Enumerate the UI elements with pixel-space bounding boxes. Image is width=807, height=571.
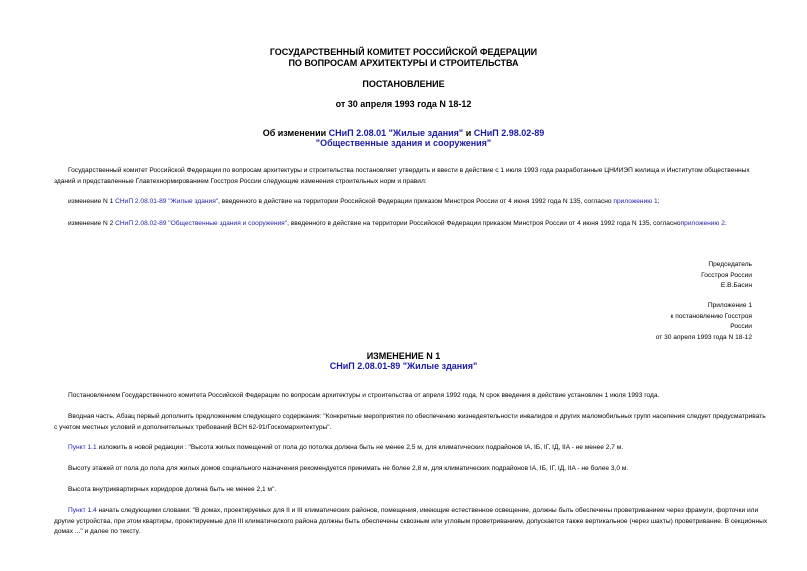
body-paragraph-1: Постановлением Государственного комитета Российской Федерации по вопросам архитектуры и строительства от апреля 1992 года, N срок введения в действие установлен 1 июля 1993 года. <box>68 392 660 399</box>
appendix-reference <box>656 301 752 343</box>
org-title-line1: ГОСУДАРСТВЕННЫЙ КОМИТЕТ РОССИЙСКОЙ ФЕДЕРАЦИИ <box>269 47 538 57</box>
subject-prefix: Об изменении <box>262 128 329 138</box>
signature-block <box>701 260 752 292</box>
appendix-ref-line2: к постановлению Госстроя <box>670 312 752 320</box>
appendix-ref-line3: России <box>730 323 752 330</box>
subject-line1 <box>0 128 807 138</box>
signature-org: Госстроя России <box>701 271 752 279</box>
change1-text: , введенного в действие на территории Российской Федерации приказом Минстроя России от 4 июня 1992 года N 135, согласно <box>218 198 614 205</box>
body-paragraph-4: Высоту этажей от пола до пола для жилых домов социального назначения рекомендуется принимать не более 2,8 м, для климатических подрайонов IA, IБ, IГ, IД, IIA - не более 3,0 м. <box>68 465 629 472</box>
change2-snip-link[interactable]: СНиП 2.08.02-89 "Общественные здания и сооружения" <box>115 220 288 227</box>
change1-paragraph <box>68 197 784 208</box>
snip-2-08-01-link[interactable]: СНиП 2.08.01 "Жилые здания" <box>328 128 464 138</box>
change1-snip-link[interactable]: СНиП 2.08.01-89 "Жилые здания" <box>115 198 219 205</box>
signature-name: Е.В.Басин <box>720 282 752 289</box>
body-paragraph-6 <box>54 506 770 538</box>
change2-prefix: изменение N 2 <box>68 220 116 227</box>
change-section-title: ИЗМЕНЕНИЕ N 1 <box>366 351 441 361</box>
body-paragraph-2: Вводная часть. Абзац первый дополнить предложением следующего содержания: "Конкретные мероприятия по обеспечению жизнедеятельности инвалидов и других маломобильных групп населения следует предусматривать с учетом местных условий и дополнительных требований ВСН 62-91/Госкомархитектуры". <box>54 413 766 431</box>
body-paragraph-3 <box>54 443 770 454</box>
change2-text: , введенного в действие на территории Российской Федерации приказом Минстроя России от 4 июня 1992 года N 135, согласно <box>287 220 681 227</box>
change1-prefix: изменение N 1 <box>68 198 116 205</box>
doc-date: от 30 апреля 1993 года N 18-12 <box>335 99 472 109</box>
body-paragraph-3-text: изложить в новой редакции : "Высота жилых помещений от пола до потолка должна быть не менее 2,5 м, для климатических подрайонов IA, IБ, IГ, IД, IIA - не менее 2,7 м. <box>96 444 624 451</box>
point-1-4-link[interactable]: Пункт 1.4 <box>68 507 97 514</box>
org-title-line2: ПО ВОПРОСАМ АРХИТЕКТУРЫ И СТРОИТЕЛЬСТВА <box>288 58 519 68</box>
change1-end: ; <box>657 198 660 205</box>
change2-paragraph <box>54 219 770 230</box>
appendix-ref-line4: от 30 апреля 1993 года N 18-12 <box>655 333 752 341</box>
subject-and: и <box>463 128 474 138</box>
signature-title: Председатель <box>708 261 752 268</box>
appendix-ref-line1: Приложение 1 <box>707 302 752 309</box>
body-paragraph-5: Высота внутриквартирных коридоров должна быть не менее 2,1 м". <box>68 486 277 493</box>
doc-type-title: ПОСТАНОВЛЕНИЕ <box>362 79 445 89</box>
body-paragraph-6-text: начать следующими словами: "В домах, проектируемых для II и III климатических районов, помещения, имеющие естественное освещение, должны быть обеспечены проветриванием через фрамуги, форточки или другие устройства, при этом квартиры, проектируемые для III климатического района должны быть обеспечены сквозным или угловым проветриванием, допускается также вертикальное (через шахты) проветривание. В секционных домах ..." и далее по тексту. <box>54 507 768 535</box>
intro-paragraph: Государственный комитет Российской Федерации по вопросам архитектуры и строительства постановляет утвердить и ввести в действие с 1 июля 1993 года разработанные ЦНИИЭП жилища и Институтом общественных зданий и представленные Главтехнормированием Госстроя России следующие изменения строительных норм и правил: <box>54 167 750 185</box>
appendix1-link[interactable]: приложению 1 <box>613 198 658 205</box>
snip-2-98-02-link[interactable]: СНиП 2.98.02-89 <box>473 128 545 138</box>
point-1-1-link[interactable]: Пункт 1.1 <box>68 444 97 451</box>
change-section-subtitle-link[interactable]: СНиП 2.08.01-89 "Жилые здания" <box>329 361 478 371</box>
change2-end: . <box>724 220 727 227</box>
subject-line2-link[interactable]: "Общественные здания и сооружения" <box>315 138 492 148</box>
appendix2-link[interactable]: приложению 2 <box>680 220 725 227</box>
